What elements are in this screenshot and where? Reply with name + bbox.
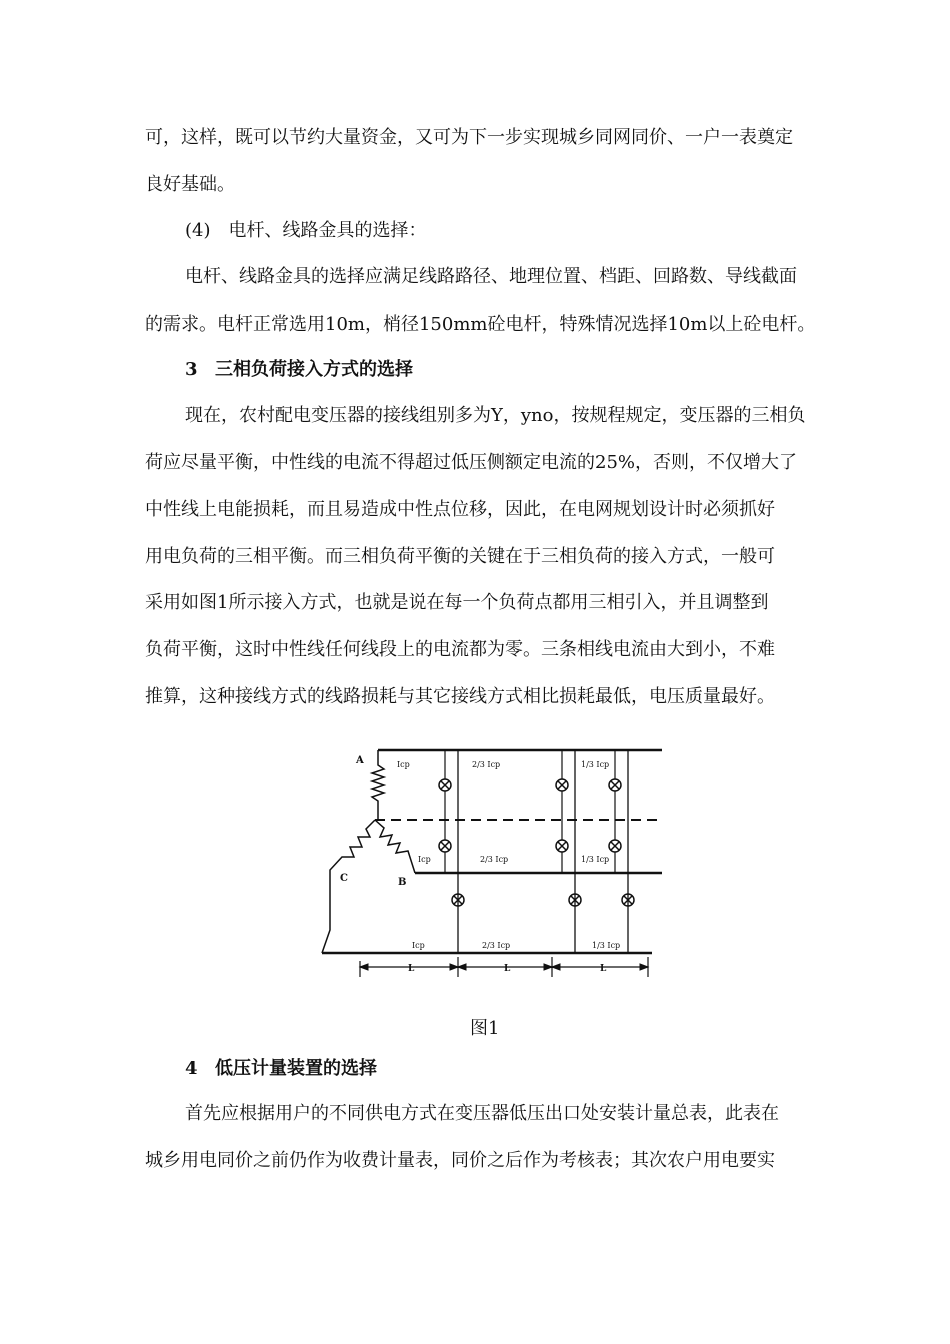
text-line-8: 用电负荷的三相平衡。而三相负荷平衡的关键在于三相负荷的接入方式，一般可 (145, 546, 775, 567)
text-line-5: 现在，农村配电变压器的接线组别多为Y，yno，按规程规定，变压器的三相负 (185, 405, 806, 426)
current-label: Icp (397, 760, 410, 769)
current-label: 2/3 Icp (482, 941, 511, 950)
sub-heading-4: (4) 电杆、线路金具的选择： (185, 220, 427, 241)
winding-b (375, 820, 415, 873)
load-icon (439, 779, 634, 906)
winding-c (322, 820, 375, 953)
wiring-diagram (300, 745, 670, 994)
current-label: 2/3 Icp (472, 760, 501, 769)
phase-label-b: B (398, 877, 407, 888)
phase-label-c: C (340, 873, 348, 884)
current-label: Icp (418, 855, 431, 864)
section-number: 4 (185, 1058, 198, 1079)
text-line-9: 采用如图1所示接入方式，也就是说在每一个负荷点都用三相引入，并且调整到 (145, 592, 769, 613)
section-title: 三相负荷接入方式的选择 (215, 359, 413, 380)
current-label: 2/3 Icp (480, 855, 509, 864)
phase-label-a: A (356, 755, 364, 766)
current-label: Icp (412, 941, 425, 950)
current-label: 1/3 Icp (592, 941, 621, 950)
section-heading-3 (185, 359, 850, 381)
section-heading-4 (185, 1058, 850, 1080)
winding-a (372, 750, 384, 820)
text-line-10: 负荷平衡，这时中性线任何线段上的电流都为零。三条相线电流由大到小，不难 (145, 639, 775, 660)
text-line-2: 良好基础。 (145, 174, 235, 195)
text-line-13: 城乡用电同价之前仍作为收费计量表，同价之后作为考核表；其次农户用电要实 (145, 1150, 775, 1171)
text-line-6: 荷应尽量平衡，中性线的电流不得超过低压侧额定电流的25%，否则，不仅增大了 (145, 452, 798, 473)
text-line-3: 电杆、线路金具的选择应满足线路路径、地理位置、档距、回路数、导线截面 (185, 266, 797, 287)
text-line-12: 首先应根据用户的不同供电方式在变压器低压出口处安装计量总表，此表在 (185, 1103, 779, 1124)
figure-caption: 图1 (470, 1018, 500, 1039)
span-label: L (504, 964, 511, 974)
text-line-7: 中性线上电能损耗，而且易造成中性点位移，因此，在电网规划设计时必须抓好 (145, 499, 775, 520)
text-line-1: 可，这样，既可以节约大量资金，又可为下一步实现城乡同网同价、一户一表奠定 (145, 127, 793, 148)
section-title: 低压计量装置的选择 (215, 1058, 377, 1079)
span-label: L (600, 964, 607, 974)
current-label: 1/3 Icp (581, 855, 610, 864)
section-number: 3 (185, 359, 198, 380)
span-label: L (408, 964, 415, 974)
text-line-4: 的需求。电杆正常选用10m，梢径150mm砼电杆，特殊情况选择10m以上砼电杆。 (145, 314, 816, 335)
current-label: 1/3 Icp (581, 760, 610, 769)
text-line-11: 推算，这种接线方式的线路损耗与其它接线方式相比损耗最低，电压质量最好。 (145, 686, 775, 707)
